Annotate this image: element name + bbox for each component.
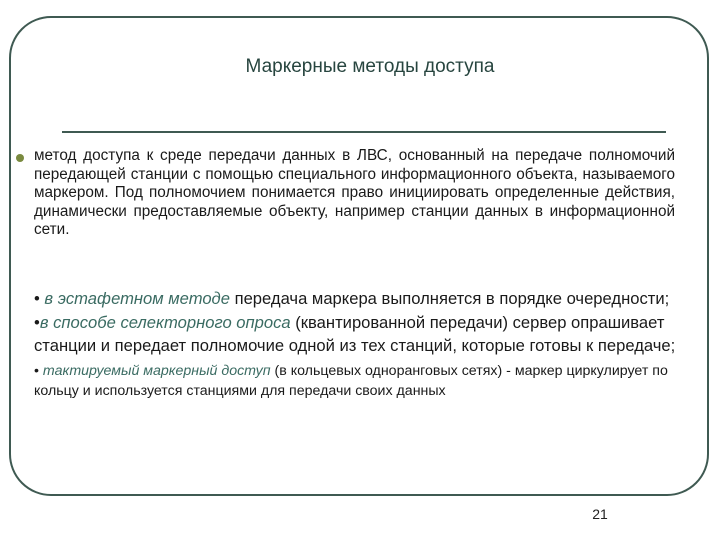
method-description: (квантированной передачи) сервер опрашивает станции и передает полномочие одной из тех станций, которые готовы к передаче;	[34, 312, 676, 355]
list-bullet: •	[34, 362, 43, 379]
method-description: (в кольцевых одноранговых сетях) - маркер циркулирует по кольцу и используется станциями для передачи своих данных	[34, 362, 668, 399]
method-description: передача маркера выполняется в порядке очередности;	[229, 289, 670, 308]
method-term: в способе селекторного опроса	[39, 312, 291, 332]
bullet-dot-icon	[16, 154, 24, 162]
list-bullet: •	[34, 289, 45, 308]
method-term: тактируемый маркерный доступ	[42, 362, 271, 379]
slide-title: Маркерные методы доступа	[245, 56, 495, 77]
list-item-clocked	[34, 361, 684, 401]
list-item-polling	[34, 311, 684, 358]
methods-list	[34, 287, 684, 401]
list-bullet: •	[34, 312, 40, 332]
method-term: в эстафетном методе	[44, 289, 230, 308]
definition-text: метод доступа к среде передачи данных в ЛВС, основанный на передаче полномочий передающей станции с помощью специального информационного объекта, называемого маркером. Под полномочием понимается право инициировать определенные действия, динамически предоставляемые объекту, например станции данных в информационной сети.	[34, 147, 675, 238]
list-item-relay	[34, 287, 684, 311]
slide-frame	[9, 16, 709, 496]
title-divider	[62, 131, 666, 133]
page-number: 21	[592, 506, 608, 522]
